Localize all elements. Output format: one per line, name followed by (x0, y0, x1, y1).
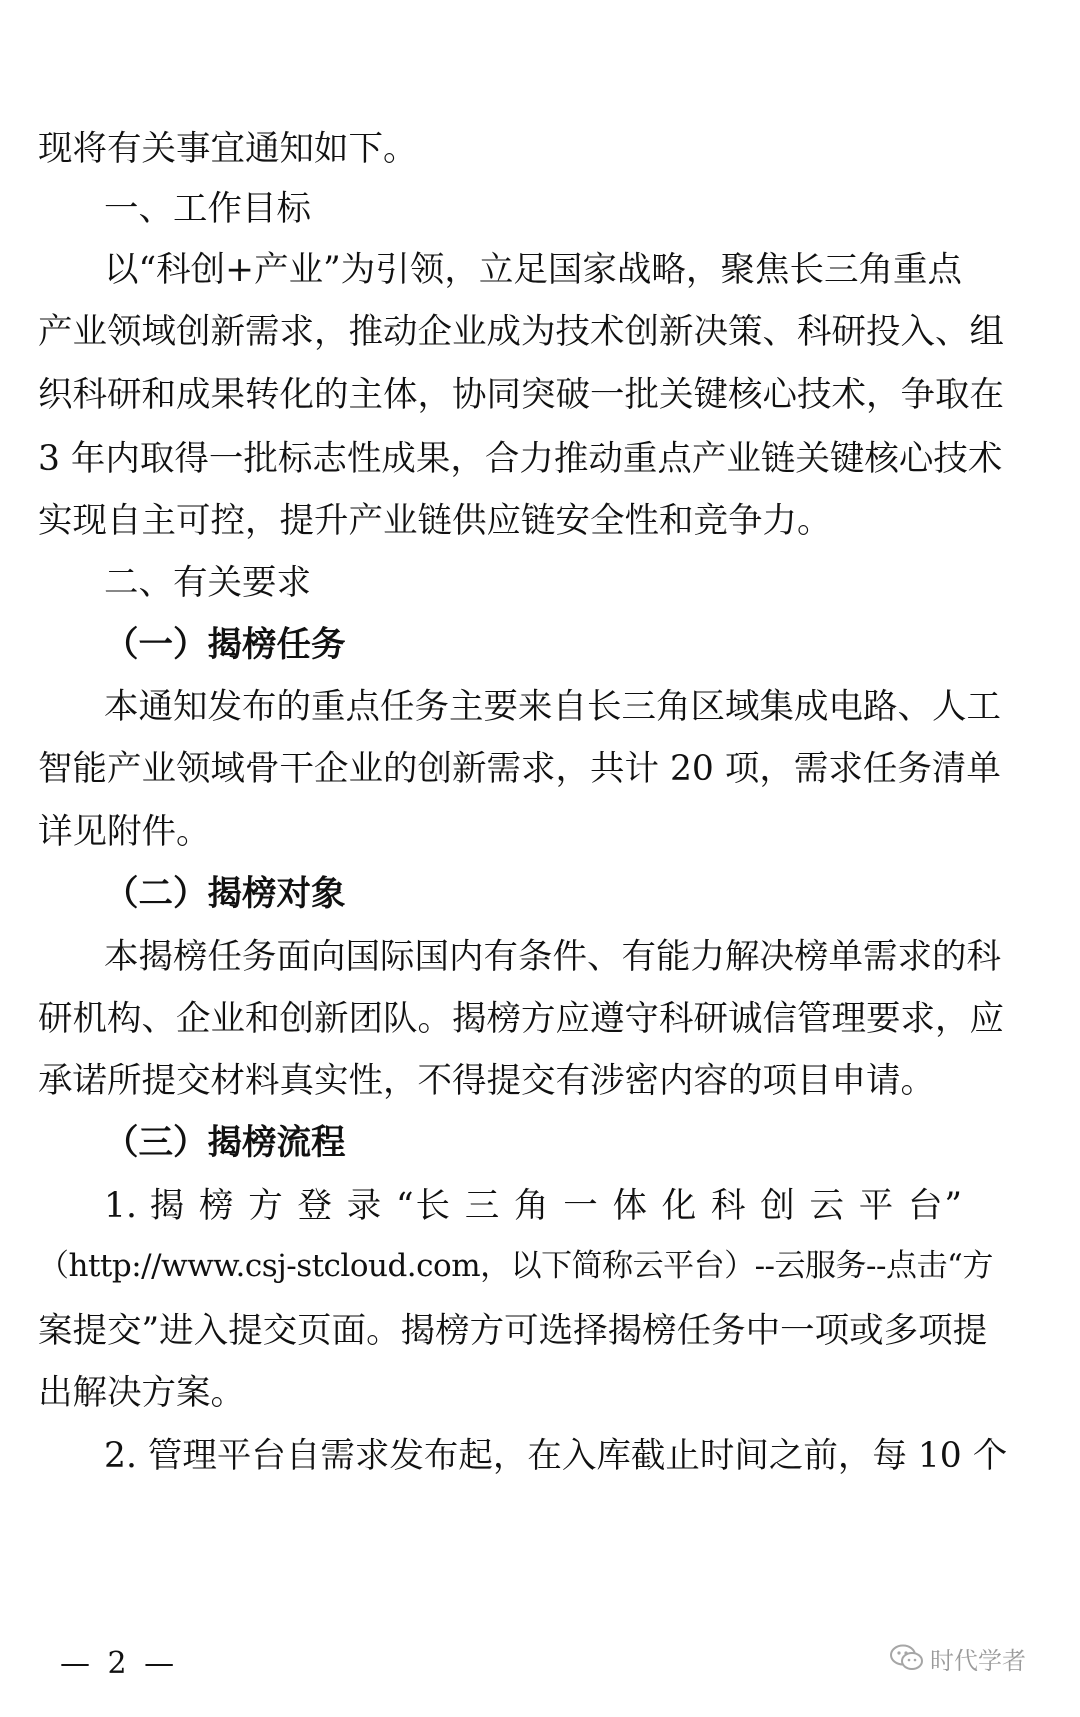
watermark (890, 1640, 1026, 1676)
body-line-20: 案提交”进入提交页面。揭榜方可选择揭榜任务中一项或多项提 (38, 1311, 988, 1351)
body-line-4: 产业领域创新需求，推动企业成为技术创新决策、科研投入、组 (38, 312, 1004, 352)
body-line-22: 2. 管理平台自需求发布起，在入库截止时间之前，每 10 个 (104, 1436, 1008, 1476)
body-line-6: 3 年内取得一批标志性成果，合力推动重点产业链关键核心技术 (38, 439, 1003, 479)
body-line-10: 本通知发布的重点任务主要来自长三角区域集成电路、人工 (104, 687, 1001, 727)
body-line-21: 出解决方案。 (38, 1373, 245, 1413)
body-line-15: 研机构、企业和创新团队。揭榜方应遵守科研诚信管理要求，应 (38, 999, 1004, 1039)
body-line-18: 1. 揭 榜 方 登 录 “长 三 角 一 体 化 科 创 云 平 台” (104, 1186, 962, 1226)
body-line-16: 承诺所提交材料真实性，不得提交有涉密内容的项目申请。 (38, 1061, 935, 1101)
body-line-1: 现将有关事宜通知如下。 (38, 129, 418, 169)
wechat-icon (890, 1644, 924, 1672)
body-line-5: 织科研和成果转化的主体，协同突破一批关键核心技术，争取在 (38, 375, 1004, 415)
section-heading-goals: 一、工作目标 (104, 189, 311, 229)
body-line-19: （http://www.csj-stcloud.com，以下简称云平台）--云服务--点击“方 (38, 1248, 993, 1284)
subheading-process: （三）揭榜流程 (104, 1123, 346, 1163)
watermark-text: 时代学者 (930, 1646, 1026, 1675)
body-line-12: 详见附件。 (38, 812, 211, 852)
page-number: — 2 — (60, 1646, 179, 1681)
section-heading-requirements: 二、有关要求 (104, 563, 311, 603)
body-line-3: 以“科创+产业”为引领，立足国家战略，聚焦长三角重点 (104, 250, 962, 290)
body-line-11: 智能产业领域骨干企业的创新需求，共计 20 项，需求任务清单 (38, 749, 1001, 789)
subheading-tasks: （一）揭榜任务 (104, 625, 346, 665)
body-line-14: 本揭榜任务面向国际国内有条件、有能力解决榜单需求的科 (104, 937, 1001, 977)
subheading-targets: （二）揭榜对象 (104, 874, 346, 914)
body-line-7: 实现自主可控，提升产业链供应链安全性和竞争力。 (38, 501, 832, 541)
